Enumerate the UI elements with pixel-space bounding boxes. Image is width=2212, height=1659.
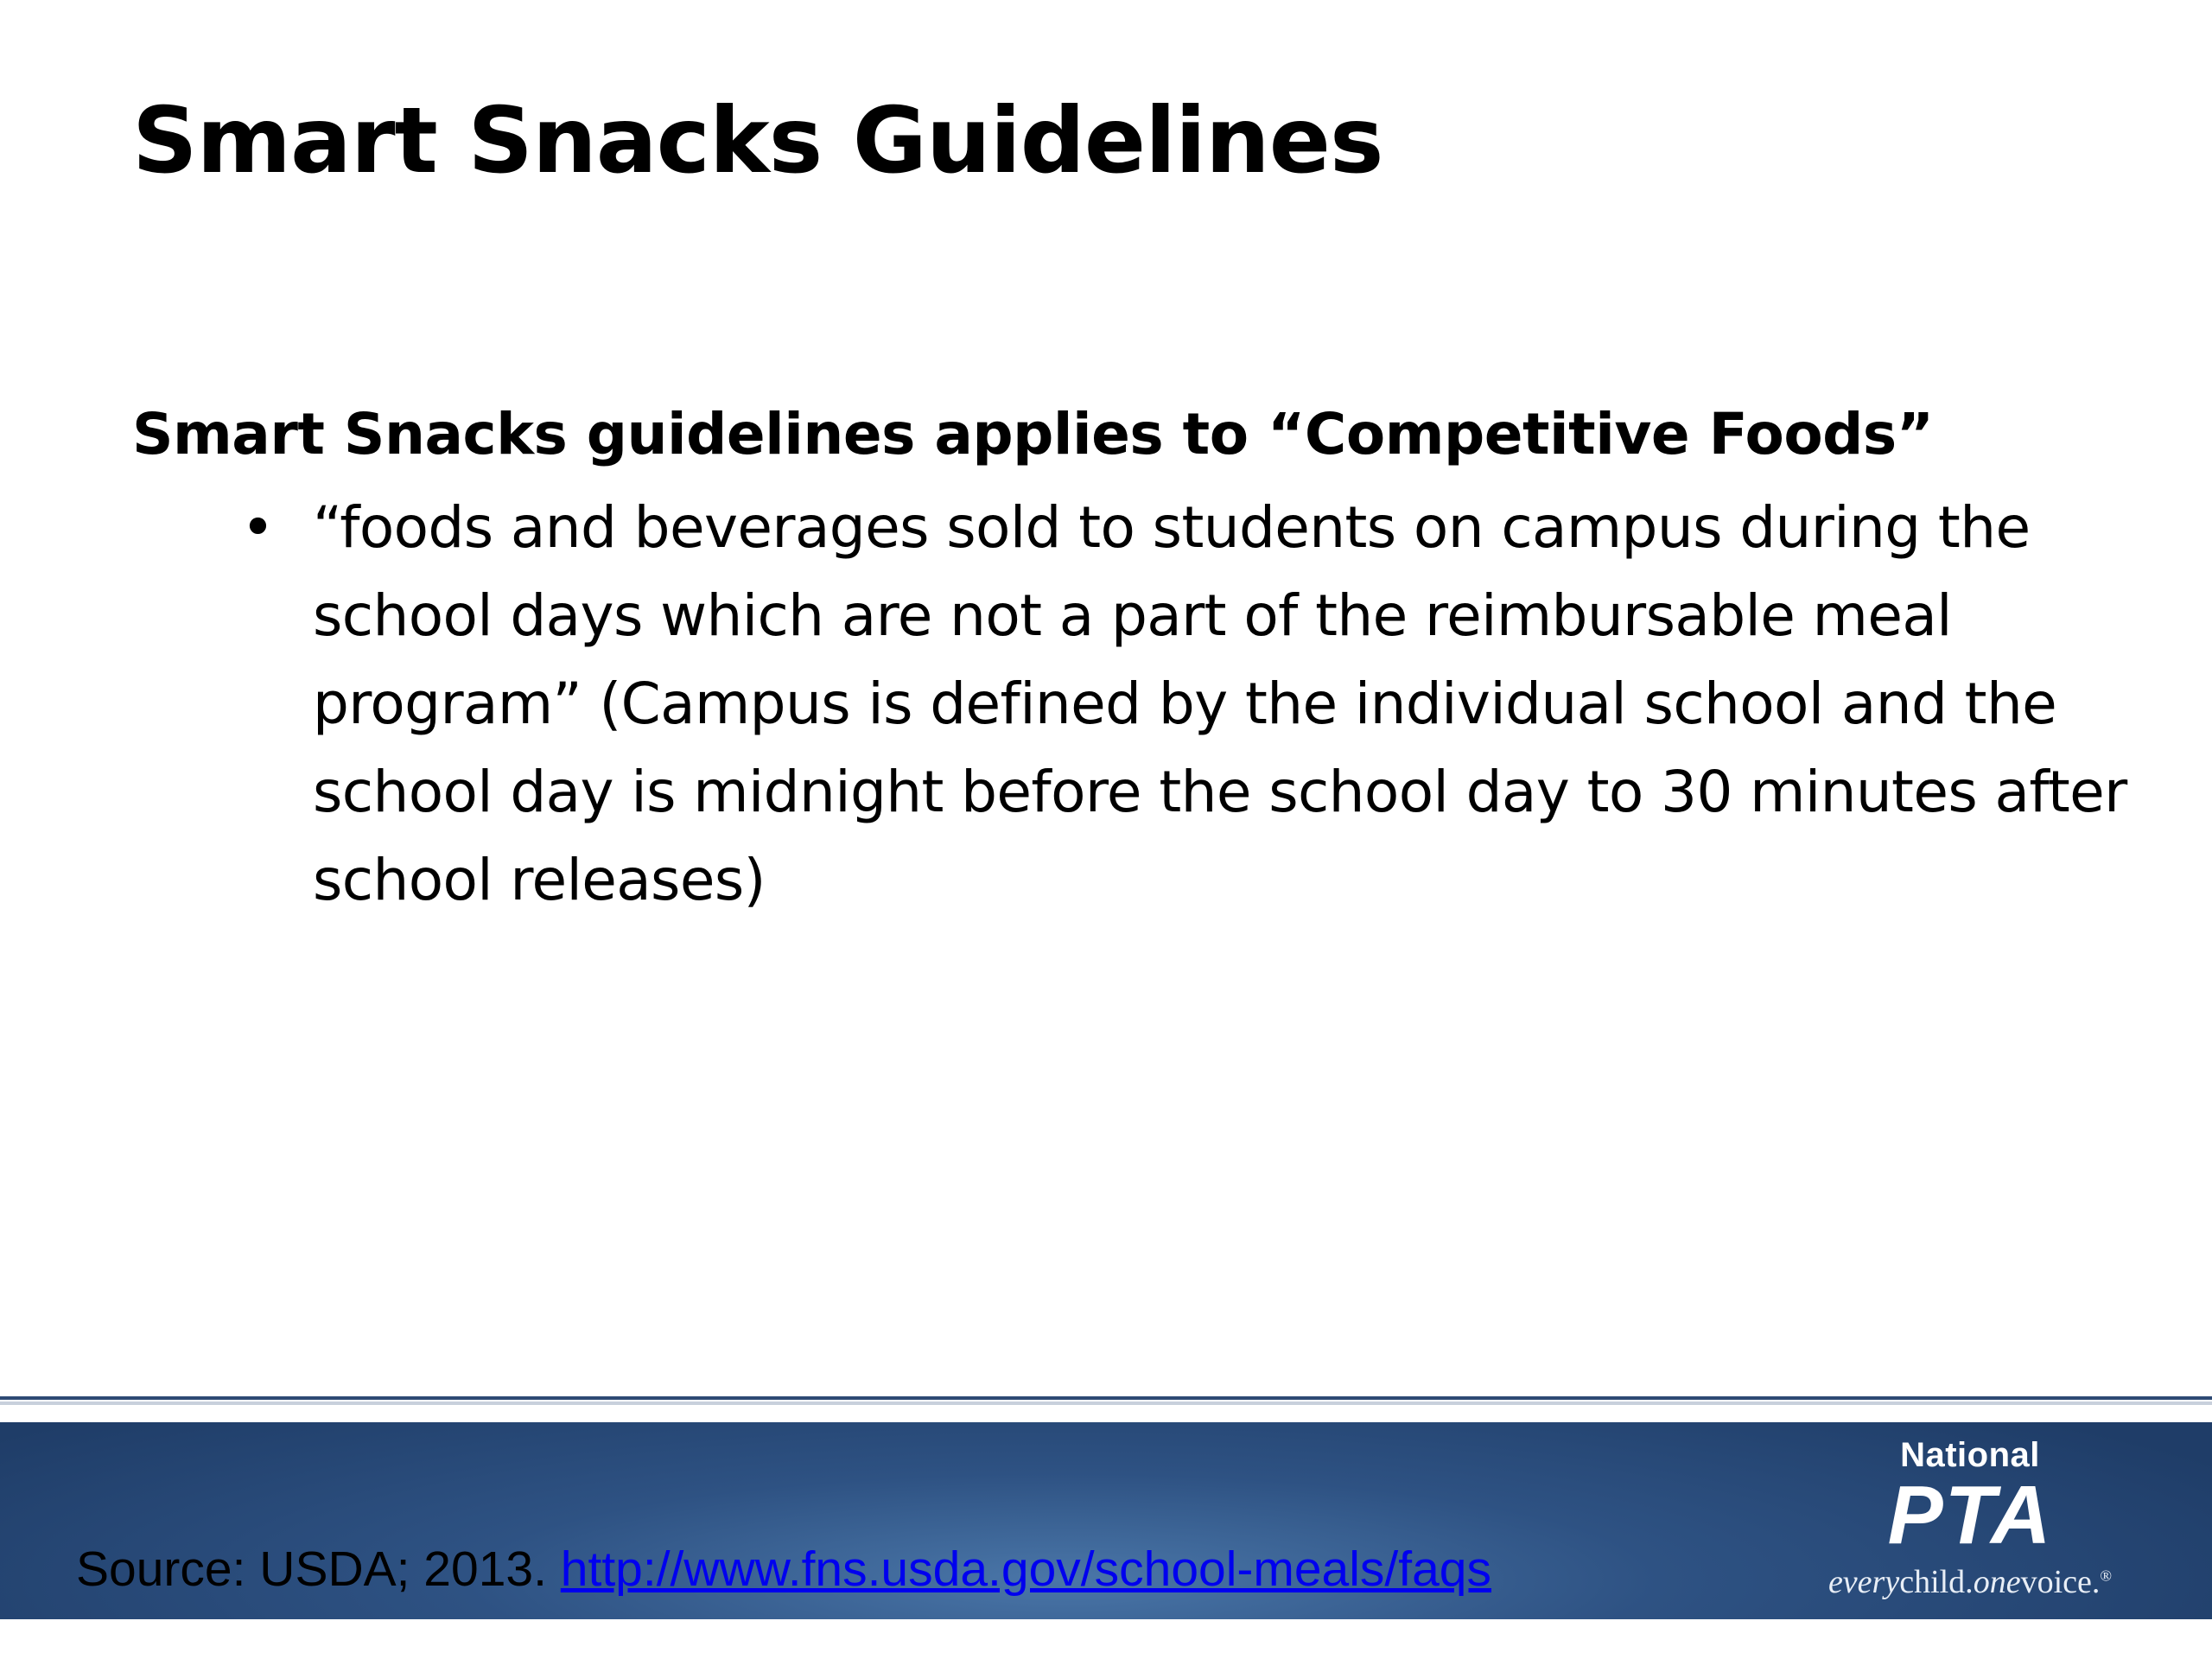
tagline-registered-mark: ®	[2100, 1567, 2113, 1585]
tagline-voice: voice.	[2020, 1564, 2101, 1600]
logo-pta-wordmark: PTA	[1887, 1469, 2053, 1561]
tagline-every: every	[1827, 1564, 1900, 1600]
bullet-list	[132, 484, 2127, 925]
logo-tagline	[1780, 1566, 2160, 1599]
bullet-marker: •	[241, 493, 275, 561]
bullet-text: “foods and beverages sold to students on campus during the school days which are not a part of the reimbursable meal program” (Campus is defined by the individual school and the school day is midnight before the school day to 30 minutes after school releases)	[313, 493, 2127, 913]
slide-title: Smart Snacks Guidelines	[132, 88, 1383, 194]
logo-national-text: National	[1900, 1436, 2040, 1474]
subheading: Smart Snacks guidelines applies to “Competitive Foods”	[132, 401, 1934, 467]
footer-divider-shadow	[0, 1402, 2212, 1405]
footer-divider	[0, 1396, 2212, 1400]
source-text: Source: USDA; 2013.	[76, 1541, 561, 1597]
source-link[interactable]: http://www.fns.usda.gov/school-meals/faqs	[560, 1541, 1491, 1597]
source-citation	[76, 1540, 1491, 1599]
tagline-child: child.	[1899, 1564, 1974, 1600]
national-pta-logo	[1780, 1433, 2160, 1605]
tagline-one: one	[1973, 1564, 2021, 1600]
slide-body	[132, 397, 2127, 925]
bullet-item	[132, 484, 2212, 925]
